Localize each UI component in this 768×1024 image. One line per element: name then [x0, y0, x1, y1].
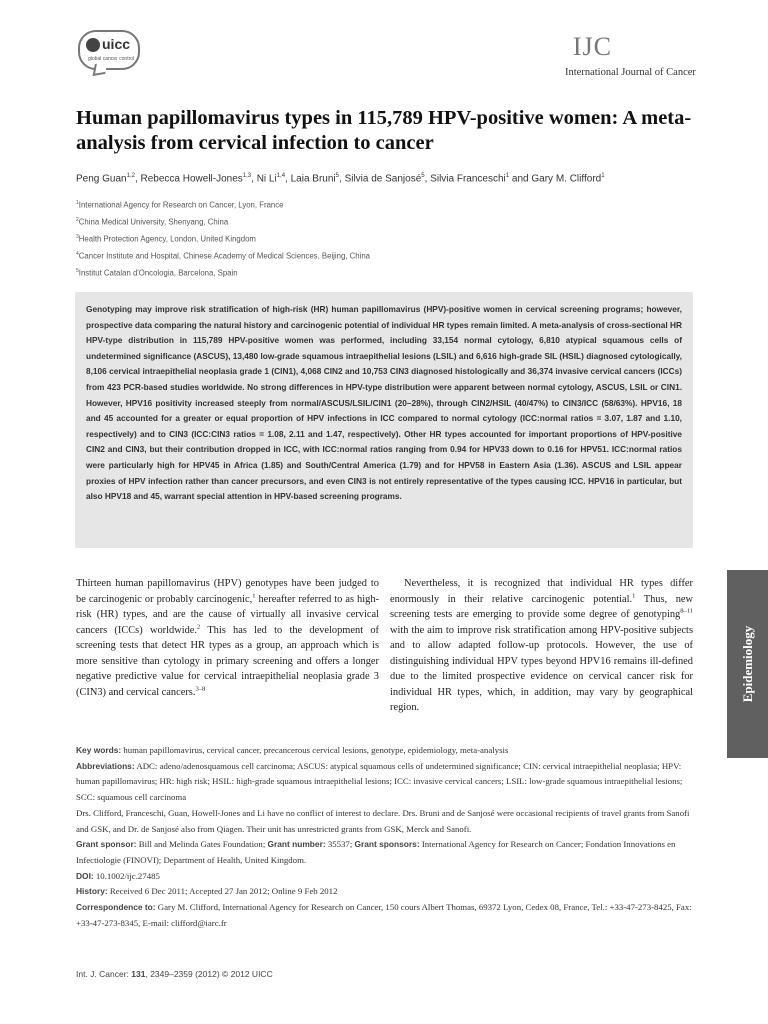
metadata-entry: [76, 806, 696, 837]
abstract: Genotyping may improve risk stratification of high-risk (HR) human papillomavirus (HPV)-positive women in cervical screening programs; however, prospective data comparing the natural history and carcinogenic potential of individual HR types remain limited. A meta-analysis of cross-sectional HR HPV-type distribution in 115,789 HPV-positive women was performed, including 33,154 normal cytology, 6,810 atypical squamous cells of undetermined significance (ASCUS), 13,480 low-grade squamous intraepithelial lesions (LSIL) and 6,616 high-grade SIL (HSIL) diagnosed cytologically, 8,106 cervical intraepithelial neoplasia grade 1 (CIN1), 4,068 CIN2 and 10,753 CIN3 diagnosed histologically and 36,374 invasive cervical cancers (ICCs) from 423 PCR-based studies worldwide. No strong differences in HPV-type distribution were apparent between normal cytology, ASCUS, LSIL or CIN1. However, HPV16 positivity increased steeply from normal/ASCUS/LSIL/CIN1 (20–28%), through CIN2/HSIL (40/47%) to CIN3/ICC (58/63%). HPV16, 18 and 45 accounted for a greater or equal proportion of HPV infections in ICC compared to normal cytology (ICC:normal ratios = 3.07, 1.87 and 1.10, respectively) and to CIN3 (ICC:CIN3 ratios = 1.08, 2.11 and 1.47, respectively). Other HR types accounted for important proportions of HPV-positive CIN2 and CIN3, but their contribution dropped in ICC, with ICC:normal ratios ranging from 0.94 for HPV33 down to 0.16 for HPV51. ICC:normal ratios were particularly high for HPV45 in Africa (1.85) and South/Central America (1.79) and for HPV58 in Eastern Asia (1.36). ASCUS and LSIL appear proxies of HPV infection rather than cancer precursors, and even CIN3 is not entirely representative of the types causing ICC. HPV16 in particular, but also HPV18 and 45, warrant special attention in HPV-based screening programs.: [75, 292, 693, 548]
article-title: Human papillomavirus types in 115,789 HPV-positive women: A meta-analysis from cervical infection to cancer: [76, 107, 692, 154]
metadata-entry: [76, 743, 696, 759]
body-text: Nevertheless, it is recognized that individual HR types differ enormously in their relative carcinogenic potential.: [390, 578, 693, 605]
metadata-label: Grant number:: [267, 839, 326, 850]
body-text: Thirteen human papillomavirus (HPV) genotypes have been judged to be carcinogenic or probably carcinogenic,: [76, 578, 379, 605]
author-name: Silvia Franceschi: [430, 173, 506, 185]
affiliation-list: [76, 196, 370, 281]
affiliation-number: 2: [76, 217, 79, 224]
citation: 2: [197, 623, 201, 631]
journal-name: International Journal of Cancer: [565, 67, 696, 78]
affiliation-text: China Medical University, Shenyang, China: [78, 217, 229, 227]
author-affiliation-mark: 1: [505, 173, 510, 179]
metadata-text: Gary M. Clifford, International Agency for Research on Cancer, 150 cours Albert Thomas, 69372 Lyon, Cedex 08, France, Tel.: +33-47-273-8425, Fax: +33-47-273-8345, E-mail: clifford@iarc.fr: [76, 902, 692, 928]
body-column-right: [390, 576, 693, 716]
affiliation: [76, 247, 370, 264]
citation: 3–8: [195, 685, 206, 693]
affiliation-number: 3: [76, 234, 79, 241]
author-affiliation-mark: 5: [421, 173, 425, 179]
metadata-label: Key words:: [76, 745, 122, 755]
body-text: hereafter referred to as high-risk (HR) types, and are the cause of virtually all invasive cervical cancers (ICCs) worldwide.: [76, 593, 379, 636]
citation: 8–11: [680, 607, 693, 615]
logo-text: uicc: [102, 36, 131, 52]
author-name: Silvia de Sanjosé: [344, 173, 422, 185]
metadata-label: Grant sponsors:: [354, 839, 420, 850]
metadata-label: DOI:: [76, 870, 94, 881]
article-metadata: [76, 743, 696, 931]
affiliation-text: Institut Catalan d'Oncologia, Barcelona, Spain: [78, 268, 238, 278]
author-list: Peng Guan$^{1,2}$, Rebecca Howell-Jones$^{1,3}$, Ni Li$^{1,4}$, Laia Bruni$^5$, Silvia de Sanjosé$^5$, Silvia Franceschi$^1$ and Gary M. Clifford$^1$: [76, 173, 605, 185]
citation: 1: [632, 592, 636, 600]
metadata-entry: [76, 884, 696, 900]
metadata-entry: [76, 837, 696, 868]
affiliation-text: Cancer Institute and Hospital, Chinese Academy of Medical Sciences, Beijing, China: [78, 251, 371, 261]
affiliation: [76, 264, 370, 281]
metadata-text: ADC: adeno/adenosquamous cell carcinoma; ASCUS: atypical squamous cells of undetermined significance; CIN: cervical intraepithelial neoplasia; HPV: human papillomavirus; HR: high risk; HSIL: high-grade squamous intraepithelial lesions; ICC: invasive cervical cancers; LSIL: low-grade squamous intraepithelial lesions; SCC: squamous cell carcinoma: [76, 760, 683, 803]
metadata-text: human papillomavirus, cervical cancer, precancerous cervical lesions, genotype, epidemiology, meta-analysis: [121, 745, 509, 755]
page-footer: [76, 969, 273, 979]
author-affiliation-mark: 1,4: [276, 173, 286, 179]
metadata-text: Drs. Clifford, Franceschi, Guan, Howell-Jones and Li have no conflict of interest to declare. Drs. Bruni and de Sanjosé were occasional recipients of travel grants from Sanofi and GSK, and Dr. de Sanjosé also from Qiagen. Their unit has unrestricted grants from GSK, Merck and Sanofi.: [76, 807, 690, 834]
metadata-text: Bill and Melinda Gates Foundation;: [136, 839, 268, 850]
metadata-entry: [76, 900, 696, 931]
metadata-label: History:: [76, 886, 108, 897]
metadata-text: Received 6 Dec 2011; Accepted 27 Jan 2012; Online 9 Feb 2012: [107, 886, 338, 897]
metadata-text: International Agency for Research on Cancer; Fondation Innovations en Infectiologie (FINOVI); Department of Health, United Kingdom.: [76, 839, 676, 865]
footer-pages: , 2349–2359 (2012) © 2012 UICC: [145, 969, 273, 979]
author-affiliation-mark: 1: [601, 173, 605, 179]
metadata-text: 10.1002/ijc.27485: [93, 870, 160, 881]
author-name: Peng Guan: [76, 173, 127, 185]
affiliation-number: 4: [76, 251, 79, 258]
affiliation: [76, 230, 370, 247]
metadata-entry: [76, 759, 696, 806]
body-column-left: [76, 576, 379, 700]
affiliation-text: International Agency for Research on Cancer, Lyon, France: [78, 200, 284, 210]
author-affiliation-mark: 1,3: [242, 173, 252, 179]
journal-abbreviation: IJC: [572, 32, 612, 61]
citation: 1: [252, 592, 256, 600]
metadata-label: Abbreviations:: [76, 760, 135, 771]
metadata-label: Grant sponsor:: [76, 839, 137, 850]
affiliation-number: 1: [76, 200, 79, 206]
section-tab: [727, 570, 768, 758]
author-name: Rebecca Howell-Jones: [140, 173, 243, 185]
body-text: This has led to the development of screening tests that detect HR types as a group, an approach which is more sensitive than cytology in primary screening and offers a longer negative predictive value for cervical intraepithelial neoplasia grade 3 (CIN3) and cervical cancers.: [76, 624, 379, 698]
globe-icon: [86, 38, 100, 52]
footer-journal: Int. J. Cancer:: [76, 969, 132, 979]
footer-volume: 131: [131, 969, 146, 979]
affiliation-text: Health Protection Agency, London, United Kingdom: [78, 234, 256, 244]
author-affiliation-mark: 5: [335, 173, 339, 179]
affiliation: [76, 196, 370, 213]
affiliation: [76, 213, 370, 230]
affiliation-number: 5: [76, 268, 79, 275]
uicc-logo: [78, 30, 140, 70]
author-name: Ni Li: [256, 173, 277, 185]
metadata-entry: [76, 869, 696, 885]
logo-subtitle: global cancer control: [88, 56, 135, 62]
author-affiliation-mark: 1,2: [126, 173, 135, 179]
body-text: with the aim to improve risk stratification among HPV-positive subjects and to allow adapted follow-up protocols. However, the use of distinguishing individual HPV types beyond HPV16 remains ill-defined due to the limited prospective evidence on cervical cancer risk for individual HR types, which, in addition, may vary by geographical region.: [390, 624, 693, 713]
author-name: Gary M. Clifford: [531, 173, 602, 185]
metadata-label: Correspondence to:: [76, 902, 156, 913]
section-tab-label: Epidemiology: [739, 625, 755, 703]
metadata-text: 35537;: [325, 839, 355, 850]
author-name: Laia Bruni: [290, 173, 336, 185]
body-text: Thus, new screening tests are emerging to provide some degree of genotyping: [390, 593, 693, 620]
